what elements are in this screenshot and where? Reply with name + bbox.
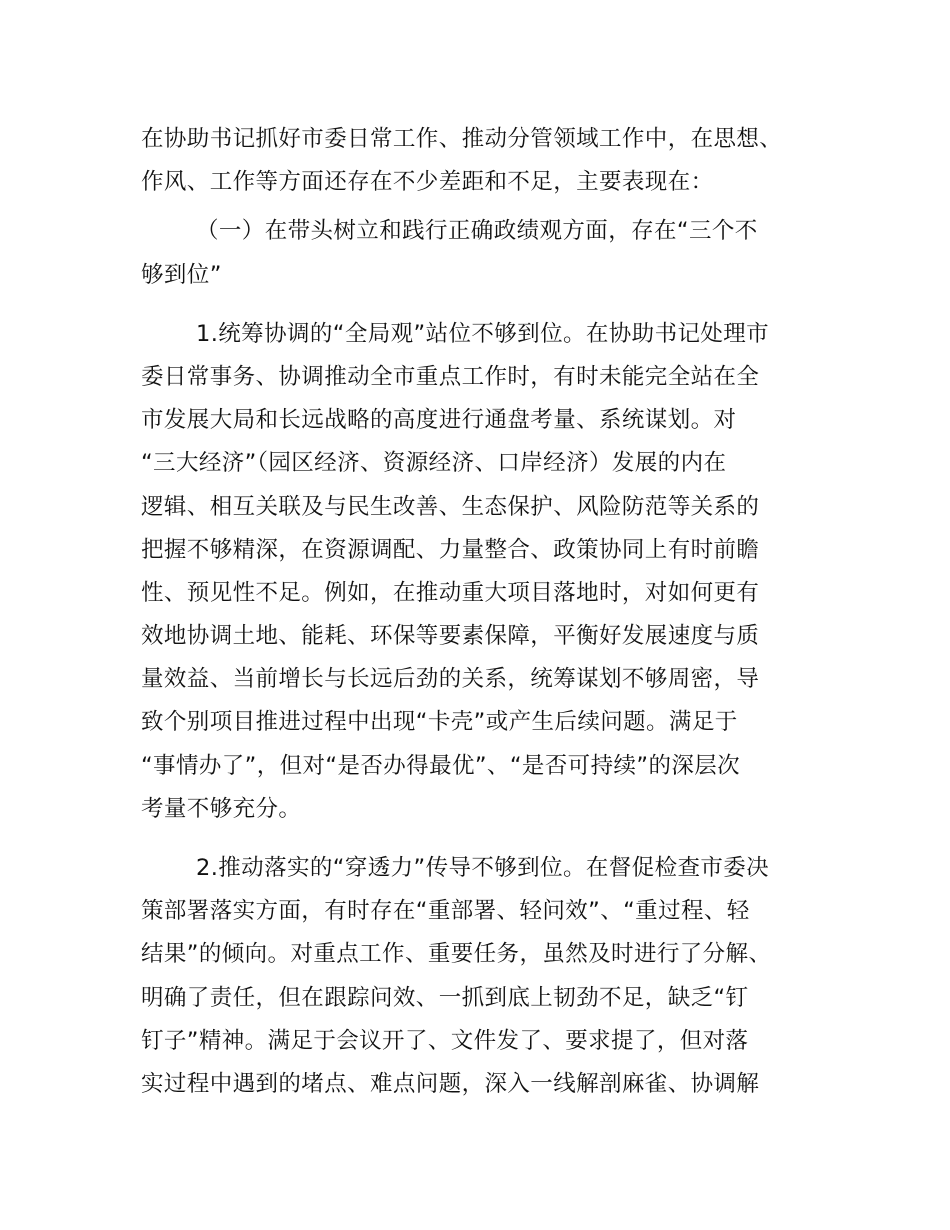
intro-paragraph (141, 118, 831, 204)
text-line: 2.推动落实的“穿透力”传导不够到位。在督促检查市委决 (196, 855, 770, 881)
text-line: 致个别项目推进过程中出现“卡壳”或产生后续问题。满足于 (141, 709, 738, 736)
text-line: 效地协调土地、能耗、环保等要素保障，平衡好发展速度与质 (141, 623, 760, 650)
text-line: 作风、工作等方面还存在不少差距和不足，主要表现在： (141, 169, 714, 196)
text-line: （一）在带头树立和践行正确政绩观方面，存在“三个不 (196, 218, 758, 245)
text-line: 够到位” (141, 261, 222, 288)
text-line: 1.统筹协调的“全局观”站位不够到位。在协助书记处理市 (196, 320, 770, 347)
text-line: 策部署落实方面，有时存在“重部署、轻问效”、“重过程、轻 (141, 898, 750, 925)
item-2-paragraph (141, 847, 831, 1106)
text-line: 市发展大局和长远战略的高度进行通盘考量、系统谋划。对 (141, 407, 737, 434)
text-line: 量效益、当前增长与长远后劲的关系，统筹谋划不够周密，导 (141, 666, 760, 693)
document-body (141, 118, 831, 1106)
text-line: 结果”的倾向。对重点工作、重要任务，虽然及时进行了分解、 (141, 941, 772, 968)
text-line: 逻辑、相互关联及与民生改善、生态保护、风险防范等关系的 (141, 493, 760, 520)
text-line: 委日常事务、协调推动全市重点工作时，有时未能完全站在全 (141, 363, 760, 390)
text-line: 性、预见性不足。例如，在推动重大项目落地时，对如何更有 (141, 579, 760, 606)
text-line: 实过程中遇到的堵点、难点问题，深入一线解剖麻雀、协调解 (141, 1070, 760, 1097)
item-1-paragraph (141, 313, 831, 831)
text-line: 钉子”精神。满足于会议开了、文件发了、要求提了，但对落 (141, 1027, 749, 1054)
section-heading-1 (141, 210, 831, 296)
text-line: 在协助书记抓好市委日常工作、推动分管领域工作中，在思想、 (141, 126, 783, 152)
text-line: 明确了责任，但在跟踪问效、一抓到底上韧劲不足，缺乏“钉 (141, 984, 749, 1011)
text-line: 把握不够精深，在资源调配、力量整合、政策协同上有时前瞻 (141, 536, 760, 563)
text-line: “事情办了”，但对“是否办得最优”、“是否可持续”的深层次 (141, 752, 741, 779)
text-line: 考量不够充分。 (141, 795, 302, 822)
text-line: “三大经济”（园区经济、资源经济、口岸经济）发展的内在 (141, 450, 727, 477)
